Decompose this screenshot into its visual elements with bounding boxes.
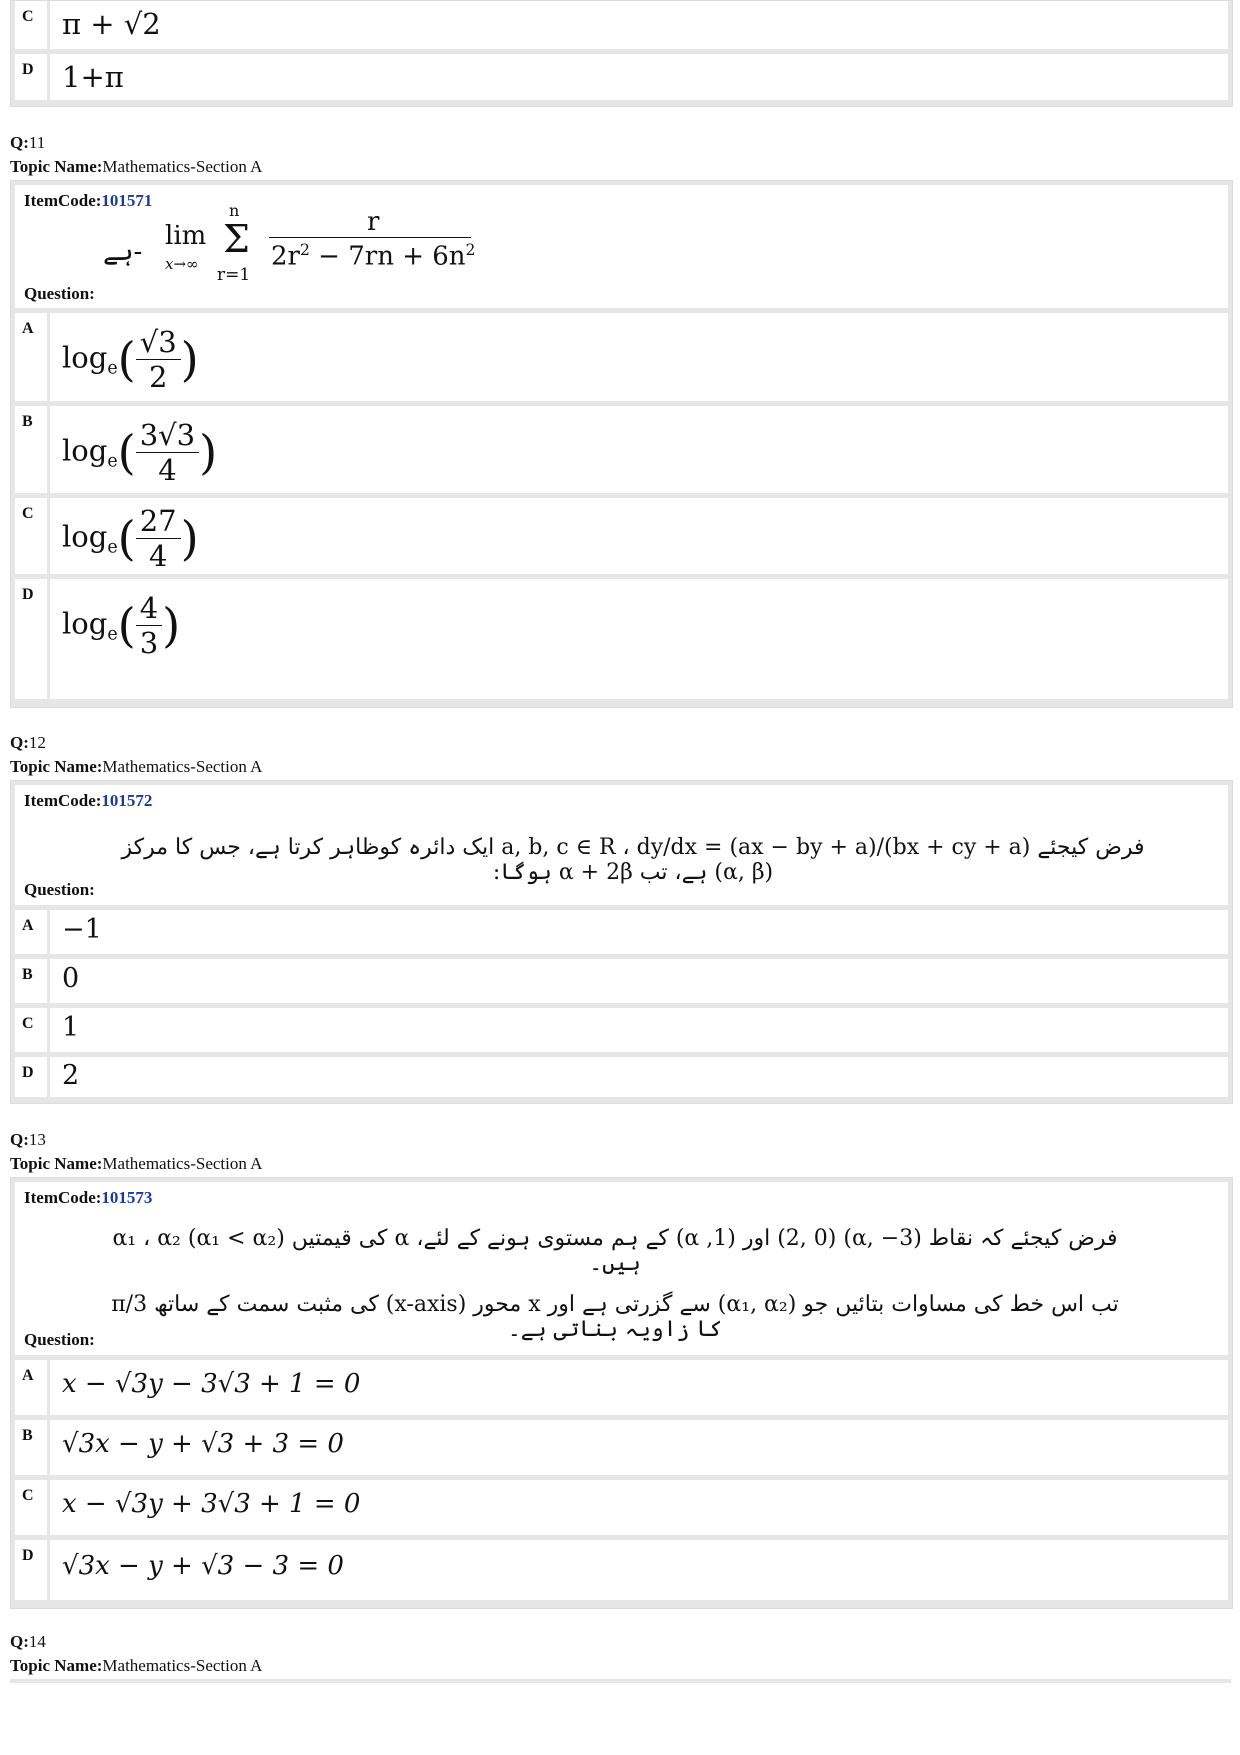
option-row — [15, 1057, 1228, 1097]
option-text: $\log_e$( $\frac{√3}{2}$ ) — [62, 325, 199, 394]
question-13-box — [10, 1177, 1233, 1609]
question-number — [10, 1632, 46, 1652]
q-label: Q: — [10, 1632, 29, 1651]
q-label: Q: — [10, 733, 29, 752]
option-b-content — [47, 1420, 1228, 1475]
topic-line — [10, 1656, 262, 1676]
option-row — [15, 1008, 1228, 1052]
option-label: C — [22, 8, 34, 25]
option-d-content — [47, 1057, 1228, 1097]
topic-label: Topic Name: — [10, 1656, 103, 1675]
question-13-line-2: تب اس خط کی مساوات بتائیں جو (α₁, α₂) سے گزرتی ہے اور x محور (x-axis) کی مثبت سمت کے ساتھ π/3 کا زاویہ بناتی ہے۔ — [111, 1292, 1119, 1342]
topic-name: Mathematics-Section A — [102, 1656, 263, 1675]
sum-upper: n — [229, 201, 240, 220]
option-row — [15, 1, 1228, 49]
option-d-content — [47, 579, 1228, 699]
item-code-label: ItemCode: — [24, 791, 102, 810]
question-10-options-box — [10, 0, 1233, 107]
topic-label: Topic Name: — [10, 757, 103, 776]
option-label: D — [22, 61, 34, 78]
item-code-value: 101572 — [101, 791, 153, 810]
sum-lower: r=1 — [217, 265, 251, 285]
option-text: $\log_e$( $\frac{4}{3}$ ) — [62, 591, 181, 660]
option-label: A — [22, 917, 34, 934]
item-code-label: ItemCode: — [24, 191, 102, 210]
option-label: D — [22, 586, 34, 603]
sum-symbol: Σ — [223, 217, 250, 261]
item-code-value: 101573 — [101, 1188, 153, 1207]
option-text: π + √2 — [62, 7, 161, 41]
lim-symbol: lim — [165, 221, 207, 251]
question-label: Question: — [24, 1330, 95, 1349]
option-text: $\log_e$( $\frac{27}{4}$ ) — [62, 504, 199, 573]
option-a-content — [47, 1360, 1228, 1415]
question-12-text: فرض کیجئے a, b, c ∈ R ، dy/dx = (ax − by + a)/(bx + cy + a) ایک دائرہ کوظاہر کرتا ہے، جس کا مرکز (α, β) ہے، تب α + 2β ہوگا: — [121, 835, 1145, 885]
option-b-content — [47, 406, 1228, 493]
option-c-content — [47, 1, 1228, 49]
option-label: D — [22, 1064, 34, 1081]
q-number: 14 — [28, 1632, 46, 1651]
question-number — [10, 133, 45, 153]
item-code-value: 101571 — [101, 191, 153, 210]
option-c-content — [47, 1008, 1228, 1052]
option-row — [15, 498, 1228, 574]
option-row — [15, 1420, 1228, 1475]
option-row — [15, 1480, 1228, 1535]
option-row — [15, 406, 1228, 493]
option-row — [15, 1540, 1228, 1600]
q-number: 11 — [28, 133, 46, 152]
option-text: 1 — [62, 1012, 80, 1043]
question-urdu-text: -ہے — [103, 237, 143, 267]
option-d-content — [47, 1540, 1228, 1600]
option-label: B — [22, 1427, 33, 1444]
option-label: A — [22, 1367, 34, 1384]
option-row — [15, 959, 1228, 1003]
option-text: x − √3y − 3√3 + 1 = 0 — [62, 1369, 361, 1399]
topic-label: Topic Name: — [10, 157, 103, 176]
option-text: √3x − y + √3 + 3 = 0 — [62, 1429, 344, 1459]
option-label: C — [22, 1015, 34, 1032]
option-row — [15, 313, 1228, 401]
topic-line — [10, 757, 262, 777]
option-row — [15, 579, 1228, 699]
option-label: A — [22, 320, 34, 337]
lim-subscript: x→∞ — [165, 255, 199, 273]
fraction-bar — [269, 237, 471, 238]
option-row — [15, 910, 1228, 954]
option-d-content — [47, 54, 1228, 100]
q-label: Q: — [10, 133, 29, 152]
option-a-content — [47, 313, 1228, 401]
option-text: 2 — [62, 1060, 80, 1091]
option-text: x − √3y + 3√3 + 1 = 0 — [62, 1489, 361, 1519]
item-code — [24, 1188, 152, 1208]
option-text: √3x − y + √3 − 3 = 0 — [62, 1551, 344, 1581]
option-text: 0 — [62, 963, 80, 994]
topic-name: Mathematics-Section A — [102, 757, 263, 776]
option-label: C — [22, 1487, 34, 1504]
option-c-content — [47, 498, 1228, 574]
question-number — [10, 733, 46, 753]
topic-name: Mathematics-Section A — [102, 157, 263, 176]
question-label: Question: — [24, 284, 95, 303]
question-label: Question: — [24, 880, 95, 899]
topic-line — [10, 1154, 262, 1174]
option-a-content — [47, 910, 1228, 954]
question-row — [15, 1182, 1228, 1355]
option-label: B — [22, 413, 33, 430]
question-row — [15, 185, 1228, 308]
option-label: C — [22, 505, 34, 522]
fraction-numerator: r — [367, 207, 380, 237]
topic-label: Topic Name: — [10, 1154, 103, 1173]
question-13-line-1: فرض کیجئے کہ نقاط (α, −3) (2, 0) اور (1, α) کے ہم مستوی ہونے کے لئے، α کی قیمتیں α₁ ، α₂ (α₁ < α₂) ہیں۔ — [112, 1226, 1118, 1276]
option-label: D — [22, 1547, 34, 1564]
option-text: $\log_e$( $\frac{3√3}{4}$ ) — [62, 418, 218, 487]
option-text: 1+π — [62, 60, 124, 94]
item-code — [24, 791, 152, 811]
item-code — [24, 191, 152, 211]
topic-name: Mathematics-Section A — [102, 1154, 263, 1173]
q-number: 13 — [28, 1130, 46, 1149]
topic-line — [10, 157, 262, 177]
question-number — [10, 1130, 46, 1150]
q-label: Q: — [10, 1130, 29, 1149]
question-14-box-top — [10, 1679, 1231, 1683]
option-b-content — [47, 959, 1228, 1003]
fraction-denominator: $2r^2 - 7rn + 6n^2$ — [271, 241, 476, 272]
question-row — [15, 785, 1228, 905]
option-label: B — [22, 966, 33, 983]
question-11-box — [10, 180, 1233, 708]
item-code-label: ItemCode: — [24, 1188, 102, 1207]
question-12-box — [10, 780, 1233, 1104]
option-row — [15, 1360, 1228, 1415]
option-row — [15, 54, 1228, 100]
q-number: 12 — [28, 733, 46, 752]
option-text: −1 — [62, 914, 102, 945]
option-c-content — [47, 1480, 1228, 1535]
